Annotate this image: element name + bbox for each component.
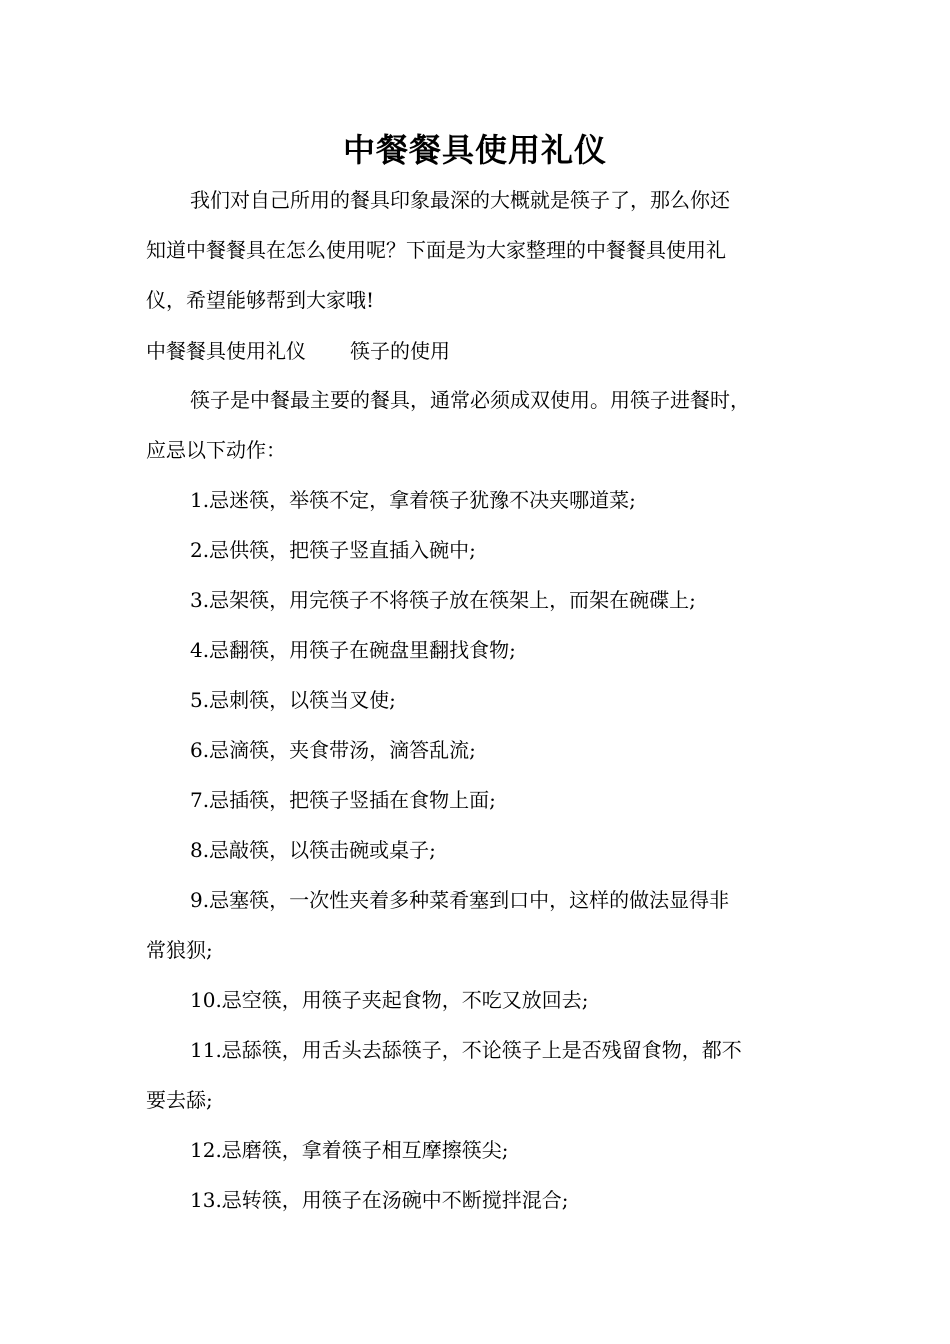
section-heading-right: 筷子的使用 [350, 339, 450, 363]
rule-item: 4.忌翻筷，用筷子在碗盘里翻找食物; [190, 638, 516, 662]
rule-item: 1.忌迷筷，举筷不定，拿着筷子犹豫不决夹哪道菜; [190, 488, 636, 512]
rule-item: 5.忌刺筷，以筷当叉使; [190, 688, 396, 712]
document-title: 中餐餐具使用礼仪 [342, 131, 607, 169]
rule-item: 12.忌磨筷，拿着筷子相互摩擦筷尖; [190, 1138, 509, 1162]
section-heading [146, 326, 450, 376]
section-heading-left: 中餐餐具使用礼仪 [146, 339, 306, 363]
rule-item-continuation: 常狼狈; [146, 938, 213, 962]
intro-line-2: 知道中餐餐具在怎么使用呢？下面是为大家整理的中餐餐具使用礼 [146, 238, 726, 262]
rule-item: 2.忌供筷，把筷子竖直插入碗中; [190, 538, 476, 562]
rule-item: 13.忌转筷，用筷子在汤碗中不断搅拌混合; [190, 1188, 569, 1212]
rule-item: 7.忌插筷，把筷子竖插在食物上面; [190, 788, 496, 812]
rule-item: 3.忌架筷，用完筷子不将筷子放在筷架上，而架在碗碟上; [190, 588, 696, 612]
intro-line-3: 仪，希望能够帮到大家哦! [146, 288, 375, 312]
rule-item-continuation: 要去舔; [146, 1088, 213, 1112]
rule-item: 11.忌舔筷，用舌头去舔筷子，不论筷子上是否残留食物，都不 [190, 1038, 742, 1062]
rule-item: 6.忌滴筷，夹食带汤，滴答乱流; [190, 738, 476, 762]
section-intro-line-2: 应忌以下动作： [146, 438, 286, 462]
section-intro-line-1: 筷子是中餐最主要的餐具，通常必须成双使用。用筷子进餐时， [190, 388, 750, 412]
rule-item: 9.忌塞筷，一次性夹着多种菜肴塞到口中，这样的做法显得非 [190, 888, 730, 912]
rule-item: 8.忌敲筷，以筷击碗或桌子; [190, 838, 436, 862]
intro-line-1: 我们对自己所用的餐具印象最深的大概就是筷子了，那么你还 [190, 188, 730, 212]
rule-item: 10.忌空筷，用筷子夹起食物，不吃又放回去; [190, 988, 589, 1012]
